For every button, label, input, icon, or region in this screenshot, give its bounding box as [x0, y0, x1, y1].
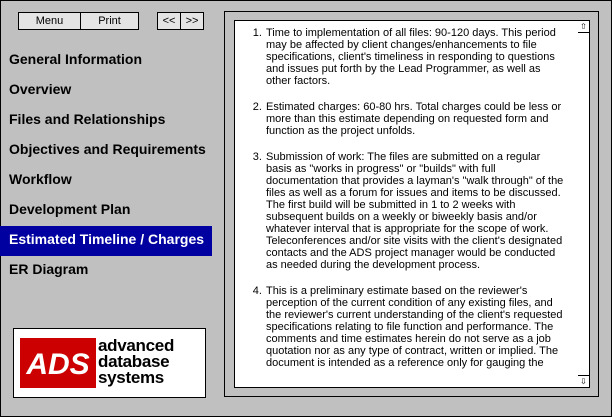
sidebar-item-overview[interactable]: Overview — [9, 81, 72, 97]
list-item: 2. Estimated charges: 60-80 hrs. Total charges could be less or more than this estimate depending on requested form and function as the project unfolds. — [265, 101, 566, 137]
sidebar-item-estimated-timeline-charges[interactable]: Estimated Timeline / Charges — [0, 226, 212, 256]
content-text-area[interactable] — [234, 20, 579, 388]
sidebar-item-files-and-relationships[interactable]: Files and Relationships — [9, 111, 166, 127]
sidebar-item-er-diagram[interactable]: ER Diagram — [9, 261, 89, 277]
sidebar-item-objectives-and-requirements[interactable]: Objectives and Requirements — [9, 141, 206, 157]
sidebar-nav — [0, 46, 212, 286]
sidebar-item-workflow[interactable]: Workflow — [9, 171, 72, 187]
company-logo — [13, 328, 206, 398]
menu-button[interactable]: Menu — [18, 12, 81, 30]
ads-logo-mark — [20, 338, 96, 388]
content-panel — [224, 11, 599, 397]
sidebar-item-general-information[interactable]: General Information — [9, 51, 143, 67]
list-item: 4. This is a preliminary estimate based on the reviewer's perception of the current condition of any existing files, and the reviewer's current understanding of the client's requested specifications relating to file function and performance. The comments and time estimates herein do not serve as a job quotation nor as any type of contract, written or implied. The document is intended as a reference only for gauging the — [265, 285, 566, 369]
scroll-down-arrow-icon[interactable]: ⇩ — [578, 375, 589, 387]
sidebar-item-development-plan[interactable]: Development Plan — [9, 201, 131, 217]
estimate-list — [235, 21, 578, 369]
logo-mark-text: ADS — [26, 348, 90, 381]
toolbar — [18, 12, 139, 30]
logo-line-systems: systems — [98, 368, 164, 387]
page-navigation — [157, 12, 204, 30]
next-page-button[interactable]: >> — [181, 12, 204, 30]
vertical-scrollbar[interactable] — [578, 20, 590, 388]
logo-line-advanced: advanced — [98, 336, 175, 355]
logo-wordmark — [98, 338, 174, 386]
scroll-up-arrow-icon[interactable]: ⇧ — [578, 21, 589, 33]
previous-page-button[interactable]: << — [157, 12, 181, 30]
list-item: 3. Submission of work: The files are submitted on a regular basis as "works in progress" or "builds" with full documentation that provides a layman's "walk through" of the files as well as a forum for issues and items to be discussed. The first build will be submitted in 1 to 2 weeks with subsequent builds on a weekly or biweekly basis and/or whatever interval that is appropriate for the scope of work. Teleconferences and/or site visits with the client's designated contacts and the ADS project manager would be conducted as needed during the development process. — [265, 151, 566, 271]
logo-line-database: database — [98, 352, 170, 371]
list-item: 1. Time to implementation of all files: 90-120 days. This period may be affected by client changes/enhancements to file specifications, client's timeliness in responding to questions and issues put forth by the Lead Programmer, as well as other factors. — [265, 27, 566, 87]
print-button[interactable]: Print — [81, 12, 139, 30]
